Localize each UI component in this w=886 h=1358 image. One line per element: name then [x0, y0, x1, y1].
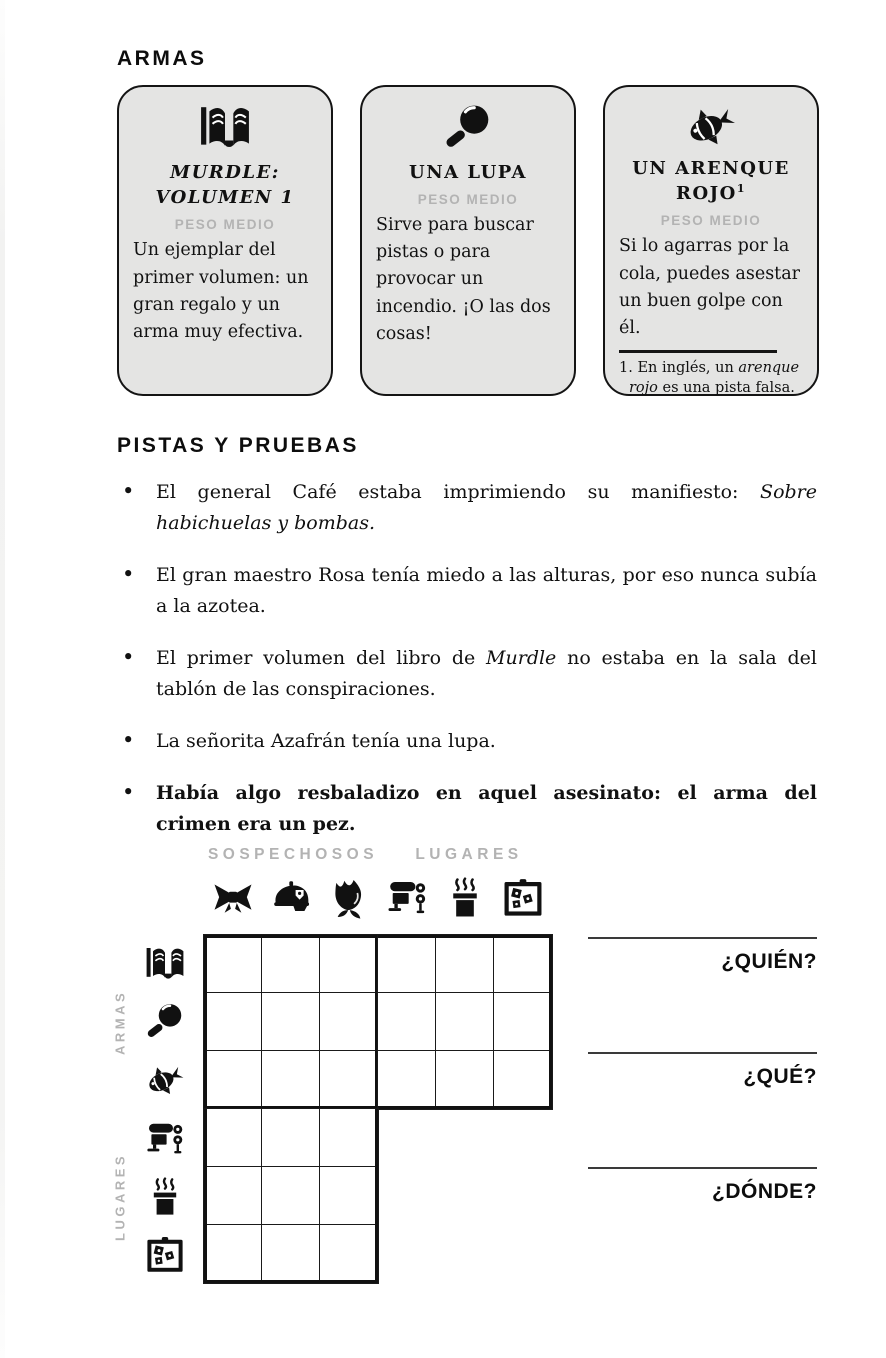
weapon-card-title: MURDLE: VOLUMEN 1: [155, 162, 295, 209]
weapon-description: Si lo agarras por la cola, puedes asestar un buen golpe con él.: [619, 236, 801, 338]
who-answer-label: ¿QUIÉN?: [721, 950, 817, 973]
grid-cell-weapons-suspects-r2-c2[interactable]: [262, 993, 320, 1051]
grid-cell-weapons-suspects-r2-c1[interactable]: [204, 993, 262, 1051]
grid-cell-weapons-locations-r3-c1[interactable]: [378, 1051, 436, 1109]
weapon-weight-label: PESO MEDIO: [417, 192, 519, 208]
conspiracy-board-icon: [145, 1235, 185, 1275]
weapons-section-heading: ARMAS: [117, 47, 207, 70]
grid-header-chimney-icon: [138, 1168, 192, 1226]
footnote-text: es una pista falsa.: [657, 380, 795, 397]
conspiracy-board-icon: [502, 877, 544, 919]
grid-cell-weapons-suspects-r2-c3[interactable]: [320, 993, 378, 1051]
clues-section-heading: PISTAS Y PRUEBAS: [117, 434, 359, 457]
column-group-label-locations: LUGARES: [415, 846, 523, 863]
grid-cell-weapons-suspects-r3-c2[interactable]: [262, 1051, 320, 1109]
clue-text: no estaba en la sala del tablón de las conspiraciones.: [156, 647, 818, 700]
chimney-icon: [444, 877, 486, 919]
weapon-card-un-arenque-rojo: [603, 85, 819, 396]
footnote-divider: [619, 350, 777, 353]
logic-grid: [204, 935, 552, 1284]
grid-header-magnifying-glass-icon: [138, 993, 192, 1051]
clue-text: El general Café estaba imprimiendo su manifiesto:: [156, 481, 761, 503]
grid-header-chimney-icon: [436, 872, 494, 924]
clue-item-4: [117, 726, 817, 757]
grid-cell-locations-suspects-r2-c2[interactable]: [262, 1167, 320, 1225]
grid-cell-weapons-locations-r2-c2[interactable]: [436, 993, 494, 1051]
grid-cell-locations-suspects-r2-c1[interactable]: [204, 1167, 262, 1225]
grid-cell-weapons-locations-r2-c1[interactable]: [378, 993, 436, 1051]
grid-header-rose-icon: [320, 872, 378, 924]
weapon-weight-label: PESO MEDIO: [174, 217, 276, 233]
grid-cell-locations-suspects-r2-c3[interactable]: [320, 1167, 378, 1225]
weapon-card-title-text: UN ARENQUE ROJO: [632, 158, 790, 205]
what-answer-line[interactable]: [588, 1052, 817, 1054]
grid-header-open-book-icon: [138, 935, 192, 993]
fish-icon: [685, 101, 737, 151]
grid-cell-locations-suspects-r3-c3[interactable]: [320, 1225, 378, 1283]
weapon-card-murdle-volumen-1: [117, 85, 333, 396]
grid-header-printing-press-icon: [138, 1110, 192, 1168]
clue-list: [117, 477, 817, 861]
beret-icon: [270, 877, 312, 919]
grid-cell-locations-suspects-r1-c2[interactable]: [262, 1109, 320, 1167]
footnote-text: 1. En inglés, un: [619, 359, 739, 376]
weapon-description: Sirve para buscar pistas o para provocar un incendio. ¡O las dos cosas!: [376, 215, 551, 344]
magnifying-glass-icon: [442, 103, 494, 153]
row-group-label-weapons: ARMAS: [112, 989, 128, 1055]
grid-cell-weapons-suspects-r3-c1[interactable]: [204, 1051, 262, 1109]
clue-item-5: [117, 778, 817, 840]
clue-text: El primer volumen del libro de: [156, 647, 487, 669]
grid-cell-weapons-suspects-r1-c2[interactable]: [262, 935, 320, 993]
clue-text: La señorita Azafrán tenía una lupa.: [156, 730, 496, 752]
clue-text: Sobre habichuelas y bombas.: [156, 481, 817, 534]
weapon-card-title: UNA LUPA: [409, 162, 527, 183]
clue-item-1: [117, 477, 817, 539]
grid-cell-weapons-locations-r3-c3[interactable]: [494, 1051, 552, 1109]
grid-cell-locations-suspects-r1-c3[interactable]: [320, 1109, 378, 1167]
grid-cell-weapons-locations-r1-c3[interactable]: [494, 935, 552, 993]
grid-cell-weapons-suspects-r1-c3[interactable]: [320, 935, 378, 993]
weapon-footnote: [619, 358, 803, 399]
clue-text: El gran maestro Rosa tenía miedo a las alturas, por eso nunca subía a la azotea.: [156, 564, 817, 617]
clue-text: Murdle: [486, 647, 557, 669]
where-answer-label: ¿DÓNDE?: [712, 1180, 817, 1203]
weapon-weight-label: PESO MEDIO: [660, 213, 762, 229]
what-answer-label: ¿QUÉ?: [743, 1065, 817, 1088]
row-group-label-locations: LUGARES: [112, 1152, 128, 1241]
grid-cell-weapons-locations-r2-c3[interactable]: [494, 993, 552, 1051]
grid-header-beret-icon: [262, 872, 320, 924]
weapon-description: Un ejemplar del primer volumen: un gran regalo y un arma muy efectiva.: [133, 240, 309, 342]
grid-cell-locations-suspects-r3-c1[interactable]: [204, 1225, 262, 1283]
grid-cell-weapons-locations-r3-c2[interactable]: [436, 1051, 494, 1109]
grid-header-bow-icon: [204, 872, 262, 924]
page-binding-edge: [0, 0, 5, 1358]
grid-header-conspiracy-board-icon: [494, 872, 552, 924]
grid-header-fish-icon: [138, 1051, 192, 1109]
grid-cell-weapons-locations-r1-c2[interactable]: [436, 935, 494, 993]
grid-cell-locations-suspects-r3-c2[interactable]: [262, 1225, 320, 1283]
weapon-card-title: [630, 156, 792, 206]
column-group-label-suspects: SOSPECHOSOS: [207, 846, 379, 863]
grid-cell-weapons-suspects-r1-c1[interactable]: [204, 935, 262, 993]
printing-press-icon: [145, 1119, 185, 1159]
grid-cell-weapons-locations-r1-c1[interactable]: [378, 935, 436, 993]
grid-column-icons: [204, 872, 552, 924]
who-answer-line[interactable]: [588, 937, 817, 939]
grid-cell-locations-suspects-r1-c1[interactable]: [204, 1109, 262, 1167]
open-book-icon: [145, 944, 185, 984]
bow-icon: [212, 877, 254, 919]
clue-item-2: [117, 560, 817, 622]
footnote-marker: 1: [736, 182, 746, 196]
grid-header-printing-press-icon: [378, 872, 436, 924]
fish-icon: [685, 101, 737, 151]
footnote-italic-text: arenque rojo: [629, 359, 800, 397]
printing-press-icon: [386, 877, 428, 919]
grid-row-icons: [138, 935, 192, 1284]
clue-item-3: [117, 643, 817, 705]
fish-icon: [145, 1060, 185, 1100]
weapon-card-una-lupa: [360, 85, 576, 396]
chimney-icon: [145, 1177, 185, 1217]
grid-header-conspiracy-board-icon: [138, 1226, 192, 1284]
clue-text: Había algo resbaladizo en aquel asesinato: el arma del crimen era un pez.: [156, 782, 817, 835]
open-book-icon: [199, 103, 251, 153]
open-book-icon: [199, 101, 251, 155]
magnifying-glass-icon: [145, 1002, 185, 1042]
weapon-cards: [117, 85, 819, 396]
rose-icon: [328, 877, 370, 919]
magnifying-glass-icon: [442, 101, 494, 155]
grid-cell-weapons-suspects-r3-c3[interactable]: [320, 1051, 378, 1109]
where-answer-line[interactable]: [588, 1167, 817, 1169]
